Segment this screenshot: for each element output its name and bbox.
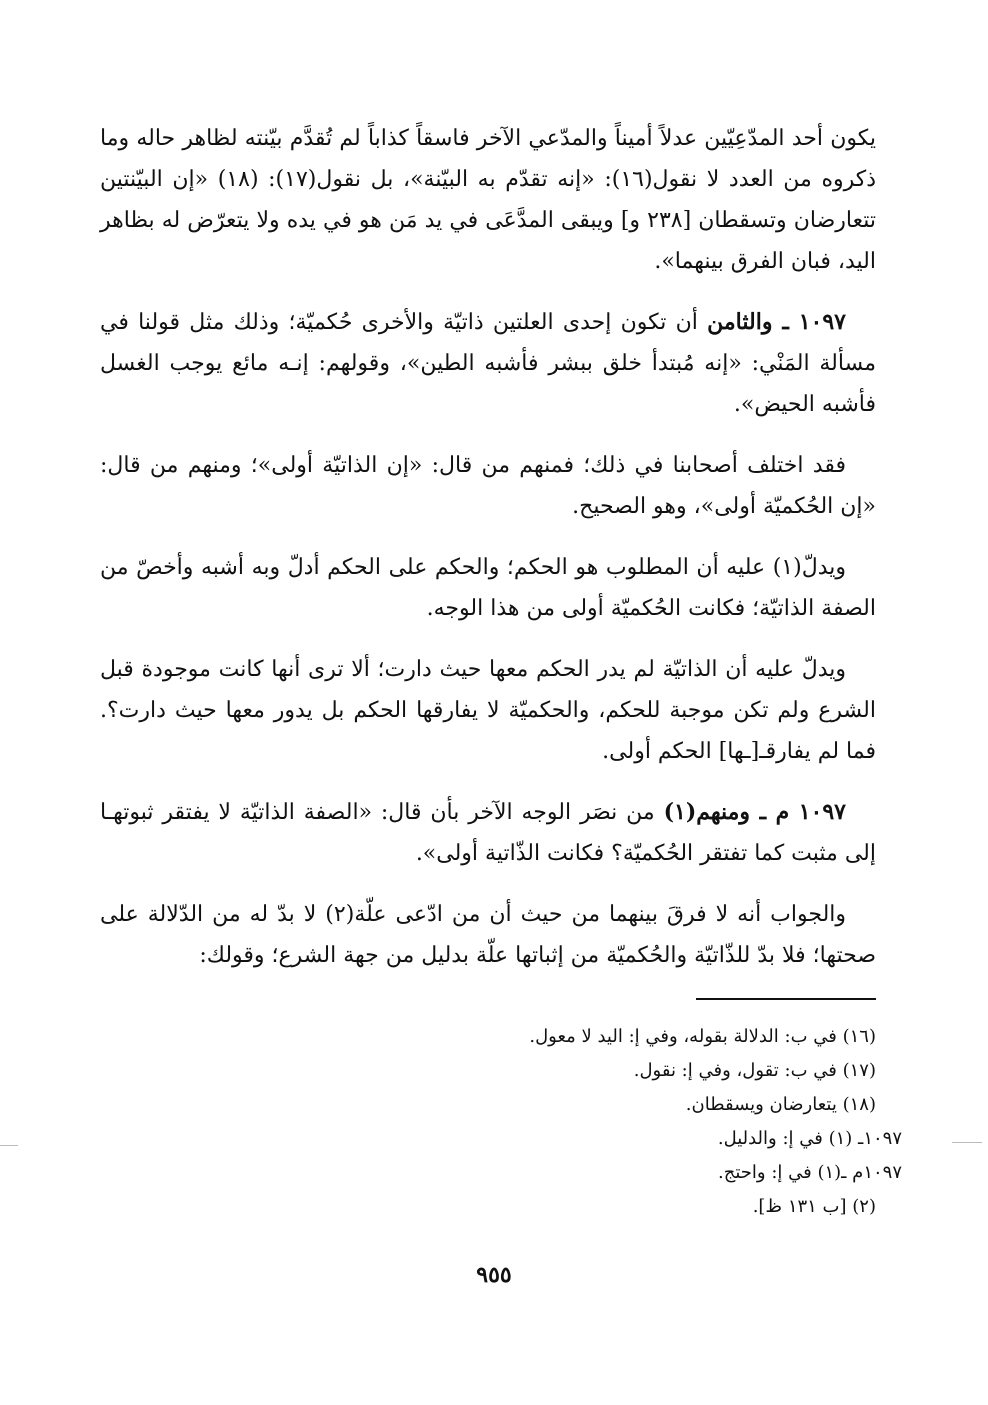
page-number: ٩٥٥	[476, 1262, 512, 1288]
section-number-1097: ١٠٩٧ ـ والثامن	[707, 309, 846, 335]
footnote-label: (١٨)	[842, 1094, 876, 1115]
section-number-1097m: ١٠٩٧ م ـ ومنهم(١)	[663, 799, 846, 825]
paragraph-text: والجواب أنه لا فرقَ بينهما من حيث أن من ادّعى علّة(٢) لا بدّ له من الدّلالة على صحتها؛ فلا بدّ للذّاتيّة والحُكميّة من إثباتها علّة بدليل من جهة الشرع؛ وقولك:	[100, 902, 876, 968]
footnote-text: يتعارضان ويسقطان.	[685, 1094, 837, 1115]
paragraph-6	[100, 792, 876, 874]
paragraph-text: ويدلّ عليه أن الذاتيّة لم يدر الحكم معها حيث دارت؛ ألا ترى أنها كانت موجودة قبل الشرع ولم تكن موجبة للحكم، والحكميّة لا يفارقها الحكم بل يدور معها حيث دارت؟. فما لم يفارقـ[ـها] الحكم أولى.	[100, 657, 876, 764]
footnote-text: في إ: واحتج.	[718, 1162, 812, 1183]
footnote-text: [ب ١٣١ ظ].	[752, 1196, 847, 1217]
footnote-text: في إ: والدليل.	[717, 1128, 823, 1149]
scan-edge-mark	[0, 1145, 18, 1146]
main-text	[100, 118, 876, 996]
footnote-label: (١٦)	[842, 1026, 876, 1047]
footnote-label: (٢)	[852, 1196, 876, 1217]
footnote-16	[200, 1020, 876, 1054]
paragraph-text: ويدلّ(١) عليه أن المطلوب هو الحكم؛ والحكم على الحكم أدلّ وبه أشبه وأخصّ من الصفة الذاتيّة؛ فكانت الحُكميّة أولى من هذا الوجه.	[100, 555, 876, 621]
scan-edge-mark	[952, 1142, 982, 1143]
paragraph-4	[100, 547, 876, 629]
paragraph-text: من نصَر الوجه الآخر بأن قال: «الصفة الذاتيّة لا يفتقر ثبوتهـا إلى مثبت كما تفتقر الحُكميّة؟ فكانت الذّاتية أولى».	[100, 800, 876, 866]
paragraph-3	[100, 445, 876, 527]
footnote-label: ١٠٩٧ـ (١)	[828, 1128, 902, 1149]
footnote-1097m-2	[200, 1190, 876, 1224]
footnote-text: في ب: الدلالة بقوله، وفي إ: اليد لا معول.	[529, 1026, 837, 1047]
paragraph-text: أن تكون إحدى العلتين ذاتيّة والأخرى حُكميّة؛ وذلك مثل قولنا في مسألة المَنْي: «إنه مُبتدأ خلق ببشر فأشبه الطين»، وقولهم: إنـه مائع يوجب الغسل فأشبه الحيض».	[100, 310, 876, 417]
paragraph-2	[100, 302, 876, 425]
footnotes	[200, 1020, 902, 1224]
footnote-1097-1	[200, 1122, 902, 1156]
footnote-separator	[696, 998, 876, 1000]
footnote-label: (١٧)	[842, 1060, 876, 1081]
footnote-1097m-1	[200, 1156, 902, 1190]
footnote-label: ١٠٩٧م ـ(١)	[817, 1162, 902, 1183]
paragraph-5	[100, 649, 876, 772]
footnote-text: في ب: تقول، وفي إ: نقول.	[633, 1060, 837, 1081]
paragraph-7	[100, 894, 876, 976]
paragraph-text: يكون أحد المدّعِيّين عدلاً أميناً والمدّعي الآخر فاسقاً كذاباً لم تُقدَّم بيّنته لظاهر حاله وما ذكروه من العدد لا نقول(١٦): «إنه تقدّم به البيّنة»، بل نقول(١٧): (١٨) «إن البيّنتين تتعارضان وتسقطان [٢٣٨ و] ويبقى المدَّعَى في يد مَن هو في يده ولا يتعرّض له بظاهر اليد، فبان الفرق بينهما».	[100, 126, 877, 274]
footnote-17	[200, 1054, 876, 1088]
paragraph-1	[100, 118, 876, 282]
paragraph-text: فقد اختلف أصحابنا في ذلك؛ فمنهم من قال: «إن الذاتيّة أولى»؛ ومنهم من قال: «إن الحُكميّة أولى»، وهو الصحيح.	[100, 453, 876, 519]
footnote-18	[200, 1088, 876, 1122]
